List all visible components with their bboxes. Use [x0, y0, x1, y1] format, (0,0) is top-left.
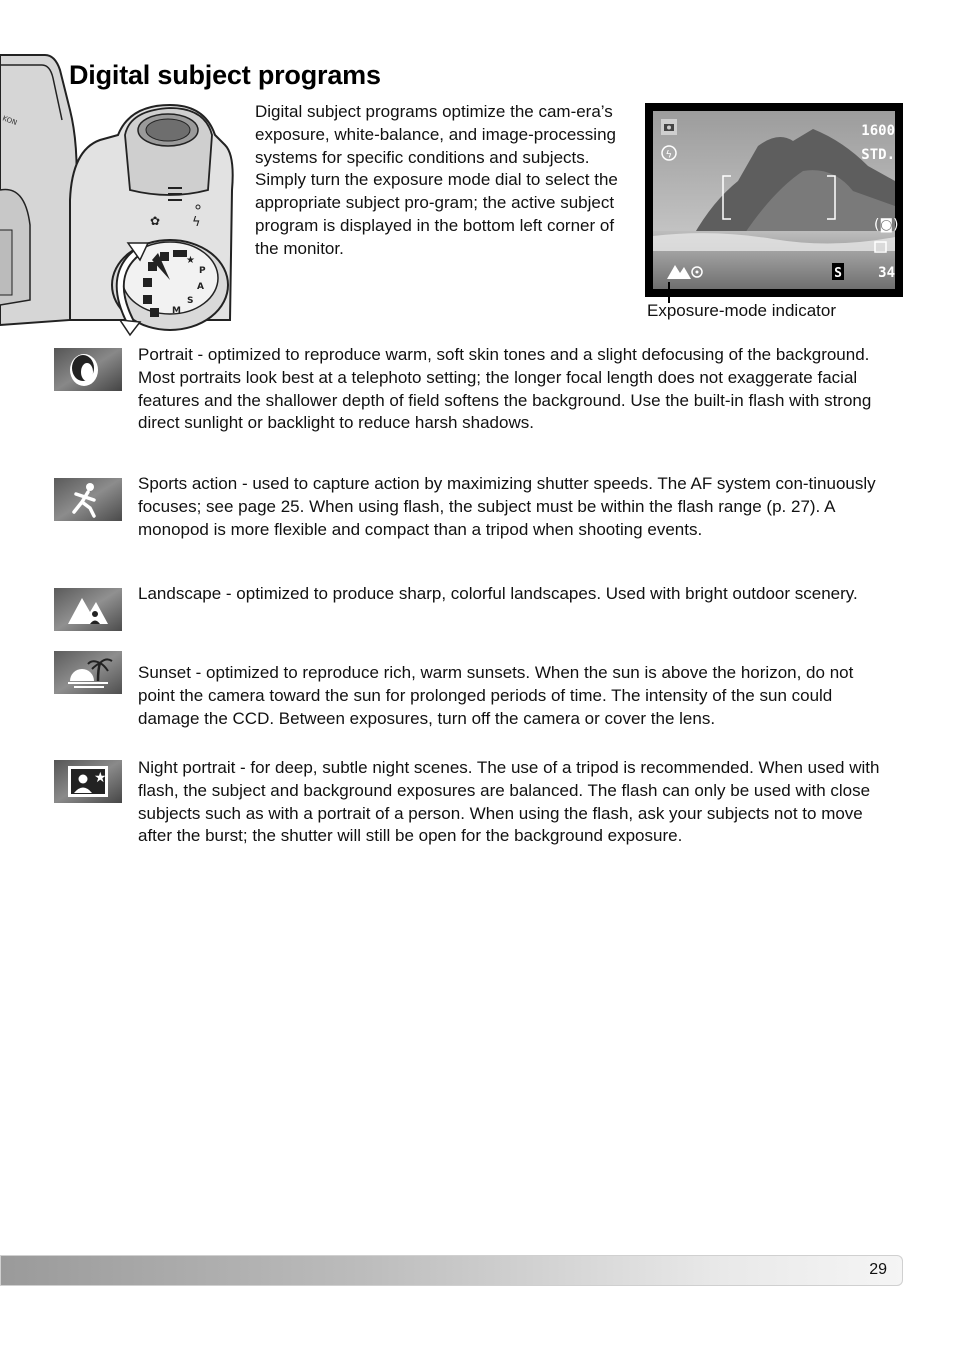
landscape-icon [54, 588, 122, 631]
quality-readout: STD. [861, 147, 895, 163]
svg-text:★: ★ [186, 255, 195, 266]
footer-bar [0, 1255, 903, 1286]
dial-label-a: A [197, 282, 204, 292]
landscape-description: Landscape - optimized to produce sharp, colorful landscapes. Used with bright outdoor scenery. [138, 584, 858, 603]
monitor-caption: Exposure-mode indicator [647, 301, 836, 320]
dial-label-m: M [172, 306, 181, 316]
sunset-icon [54, 651, 122, 694]
page-number: 29 [869, 1261, 887, 1278]
anti-shake-icon: (◙) [874, 217, 899, 233]
portrait-icon [54, 348, 122, 391]
night-portrait-description: Night portrait - for deep, subtle night scenes. The use of a tripod is recommended. When used with flash, the subject and background exposures are balanced. The flash can only be used with close subjects such as with a portrait of a person. When using the flash, ask your subjects not to move after the burst; the shutter will still be open for the background exposure. [138, 758, 880, 846]
sunset-description: Sunset - optimized to reproduce rich, warm sunsets. When the sun is above the horizon, do not point the camera toward the sun for prolonged periods of time. The intensity of the sun could damage the CCD. Between exposures, turn off the camera or cover the lens. [138, 663, 854, 728]
dial-label-p: P [199, 266, 206, 276]
sports-action-description: Sports action - used to capture action by maximizing shutter speeds. The AF system con-tinuously focuses; see page 25. When using flash, the subject must be within the flash range (p. 27). A monopod is more flexible and compact than a tripod when shooting events. [138, 474, 876, 539]
dial-label-s: S [187, 296, 194, 306]
portrait-description: Portrait - optimized to reproduce warm, soft skin tones and a slight defocusing of the background. Most portraits look best at a telephoto setting; the longer focal length does not exaggerate facial features and the shallower depth of field softens the background. Use the built-in flash with strong direct sunlight or backlight to reduce harsh shadows. [138, 345, 872, 433]
svg-text:KON: KON [1, 114, 19, 127]
iso-readout: 1600 [861, 123, 895, 139]
lcd-monitor-preview [645, 103, 903, 297]
page-title: Digital subject programs [69, 60, 381, 90]
frame-counter: 34 [878, 265, 895, 281]
sports-action-icon [54, 478, 122, 521]
svg-text:★: ★ [94, 770, 107, 786]
svg-text:✿: ✿ [150, 214, 161, 228]
svg-text:ϟ: ϟ [192, 215, 201, 230]
svg-text:ϟ: ϟ [665, 149, 673, 161]
intro-paragraph: Digital subject programs optimize the cam-era’s exposure, white-balance, and image-processing systems for specific conditions and subjects. Simply turn the exposure mode dial to select the appropriate subject pro-gram; the active subject program is displayed in the bottom left corner of the monitor. [255, 102, 618, 258]
camera-mode-dial-illustration [0, 50, 245, 335]
monitor-scene [653, 111, 899, 289]
night-portrait-icon [54, 760, 122, 803]
drive-readout: S [834, 266, 842, 281]
indicator-callout-line [668, 282, 670, 303]
